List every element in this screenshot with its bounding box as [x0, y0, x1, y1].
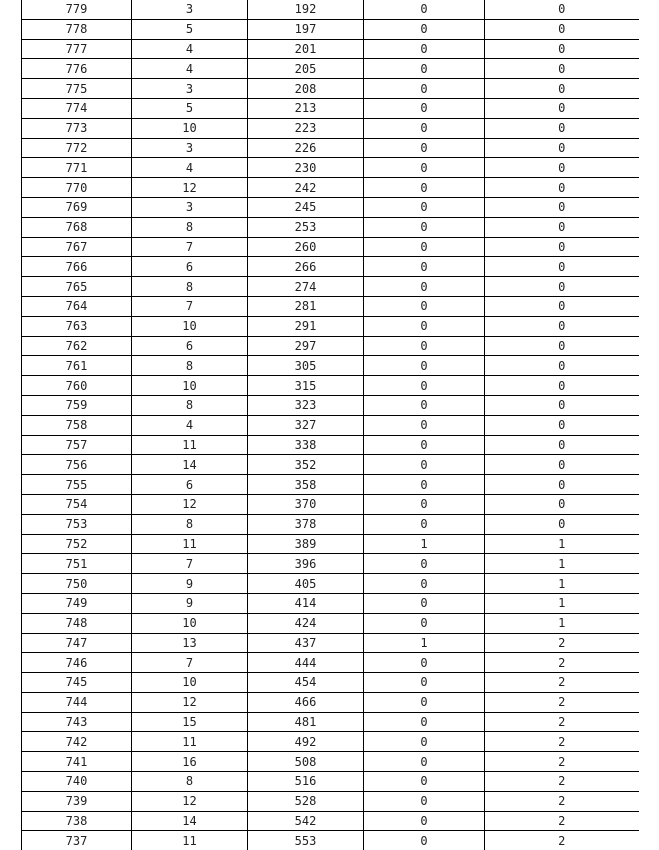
table-row: [22, 435, 639, 455]
table-cell-col-4: 0: [364, 613, 485, 633]
table-cell-col-3: 516: [248, 772, 364, 792]
table-cell-col-3: 553: [248, 831, 364, 850]
table-cell-col-4: 0: [364, 237, 485, 257]
table-cell-col-4: 0: [364, 277, 485, 297]
table-cell-col-2: 7: [132, 554, 248, 574]
table-cell-col-1: 776: [22, 59, 132, 79]
table-cell-col-2: 10: [132, 316, 248, 336]
table-cell-col-4: 0: [364, 435, 485, 455]
table-cell-col-5: 2: [485, 633, 639, 653]
table-cell-col-4: 0: [364, 772, 485, 792]
table-cell-col-4: 0: [364, 158, 485, 178]
table-cell-col-1: 740: [22, 772, 132, 792]
table-cell-col-4: 0: [364, 257, 485, 277]
table-cell-col-5: 2: [485, 831, 639, 850]
table-cell-col-3: 338: [248, 435, 364, 455]
table-cell-col-4: 0: [364, 732, 485, 752]
table-cell-col-1: 751: [22, 554, 132, 574]
table-cell-col-5: 2: [485, 732, 639, 752]
table-row: [22, 39, 639, 59]
table-cell-col-1: 779: [22, 0, 132, 19]
table-cell-col-3: 542: [248, 811, 364, 831]
table-cell-col-2: 3: [132, 197, 248, 217]
table-cell-col-2: 12: [132, 494, 248, 514]
table-cell-col-3: 454: [248, 673, 364, 693]
table-cell-col-2: 3: [132, 0, 248, 19]
table-cell-col-1: 754: [22, 494, 132, 514]
table-cell-col-5: 0: [485, 257, 639, 277]
table-cell-col-1: 775: [22, 79, 132, 99]
table-cell-col-5: 0: [485, 0, 639, 19]
table-cell-col-2: 10: [132, 613, 248, 633]
table-row: [22, 336, 639, 356]
table-cell-col-2: 8: [132, 772, 248, 792]
table-cell-col-2: 5: [132, 19, 248, 39]
table-cell-col-5: 1: [485, 534, 639, 554]
table-cell-col-2: 15: [132, 712, 248, 732]
table-cell-col-3: 352: [248, 455, 364, 475]
table-cell-col-3: 424: [248, 613, 364, 633]
table-row: [22, 494, 639, 514]
table-cell-col-3: 305: [248, 356, 364, 376]
table-cell-col-3: 226: [248, 138, 364, 158]
table-cell-col-4: 0: [364, 217, 485, 237]
table-cell-col-5: 0: [485, 316, 639, 336]
table-cell-col-4: 0: [364, 59, 485, 79]
table-cell-col-4: 0: [364, 316, 485, 336]
table-cell-col-4: 0: [364, 118, 485, 138]
table-cell-col-2: 5: [132, 98, 248, 118]
table-cell-col-2: 8: [132, 514, 248, 534]
table-cell-col-5: 0: [485, 455, 639, 475]
table-cell-col-5: 0: [485, 197, 639, 217]
table-cell-col-4: 0: [364, 98, 485, 118]
table-row: [22, 197, 639, 217]
table-cell-col-3: 396: [248, 554, 364, 574]
table-cell-col-3: 492: [248, 732, 364, 752]
table-cell-col-2: 14: [132, 811, 248, 831]
table-cell-col-4: 0: [364, 336, 485, 356]
table-cell-col-5: 0: [485, 435, 639, 455]
table-cell-col-4: 0: [364, 554, 485, 574]
table-cell-col-5: 0: [485, 158, 639, 178]
table-cell-col-2: 14: [132, 455, 248, 475]
table-row: [22, 79, 639, 99]
table-cell-col-2: 8: [132, 277, 248, 297]
table-cell-col-3: 444: [248, 653, 364, 673]
table-cell-col-4: 0: [364, 831, 485, 850]
table-cell-col-3: 291: [248, 316, 364, 336]
table-cell-col-1: 737: [22, 831, 132, 850]
table-cell-col-5: 0: [485, 217, 639, 237]
table-cell-col-5: 1: [485, 593, 639, 613]
table-cell-col-2: 11: [132, 435, 248, 455]
table-cell-col-5: 0: [485, 395, 639, 415]
table-cell-col-4: 0: [364, 574, 485, 594]
table-row: [22, 376, 639, 396]
table-cell-col-1: 738: [22, 811, 132, 831]
table-cell-col-5: 0: [485, 237, 639, 257]
table-cell-col-1: 752: [22, 534, 132, 554]
table-cell-col-1: 773: [22, 118, 132, 138]
table-cell-col-2: 8: [132, 217, 248, 237]
table-cell-col-1: 777: [22, 39, 132, 59]
table-cell-col-3: 315: [248, 376, 364, 396]
table-cell-col-4: 0: [364, 395, 485, 415]
table-cell-col-5: 1: [485, 554, 639, 574]
table-cell-col-1: 741: [22, 752, 132, 772]
table-cell-col-3: 414: [248, 593, 364, 613]
table-cell-col-1: 765: [22, 277, 132, 297]
table-cell-col-4: 0: [364, 752, 485, 772]
table-cell-col-3: 192: [248, 0, 364, 19]
table-cell-col-3: 205: [248, 59, 364, 79]
table-cell-col-3: 266: [248, 257, 364, 277]
table-cell-col-5: 0: [485, 336, 639, 356]
table-cell-col-2: 10: [132, 376, 248, 396]
table-row: [22, 791, 639, 811]
table-cell-col-5: 0: [485, 79, 639, 99]
table-cell-col-3: 201: [248, 39, 364, 59]
table-cell-col-4: 0: [364, 178, 485, 198]
table-cell-col-3: 358: [248, 475, 364, 495]
table-cell-col-3: 260: [248, 237, 364, 257]
table-cell-col-2: 11: [132, 534, 248, 554]
table-row: [22, 0, 639, 19]
table-row: [22, 59, 639, 79]
table-row: [22, 752, 639, 772]
table-row: [22, 574, 639, 594]
table-row: [22, 534, 639, 554]
table-cell-col-2: 4: [132, 39, 248, 59]
table-cell-col-4: 0: [364, 356, 485, 376]
table-row: [22, 554, 639, 574]
table-cell-col-2: 13: [132, 633, 248, 653]
table-cell-col-1: 745: [22, 673, 132, 693]
table-cell-col-5: 1: [485, 574, 639, 594]
table-cell-col-5: 0: [485, 494, 639, 514]
table-cell-col-1: 748: [22, 613, 132, 633]
table-cell-col-1: 750: [22, 574, 132, 594]
table-row: [22, 158, 639, 178]
table-cell-col-5: 2: [485, 772, 639, 792]
table-row: [22, 19, 639, 39]
table-cell-col-1: 768: [22, 217, 132, 237]
table-cell-col-2: 3: [132, 79, 248, 99]
table-cell-col-4: 0: [364, 692, 485, 712]
table-row: [22, 356, 639, 376]
table-cell-col-2: 6: [132, 475, 248, 495]
table-cell-col-3: 230: [248, 158, 364, 178]
table-cell-col-3: 208: [248, 79, 364, 99]
table-cell-col-2: 8: [132, 395, 248, 415]
table-cell-col-5: 2: [485, 692, 639, 712]
table-cell-col-4: 0: [364, 514, 485, 534]
table-row: [22, 772, 639, 792]
table-row: [22, 811, 639, 831]
table-cell-col-2: 16: [132, 752, 248, 772]
table-row: [22, 692, 639, 712]
table-cell-col-2: 12: [132, 791, 248, 811]
table-cell-col-3: 213: [248, 98, 364, 118]
table-cell-col-4: 0: [364, 79, 485, 99]
table-cell-col-5: 0: [485, 138, 639, 158]
table-cell-col-2: 9: [132, 574, 248, 594]
table-row: [22, 138, 639, 158]
table-cell-col-5: 0: [485, 98, 639, 118]
table-row: [22, 475, 639, 495]
table-row: [22, 316, 639, 336]
table-cell-col-4: 0: [364, 197, 485, 217]
table-cell-col-3: 281: [248, 296, 364, 316]
table-cell-col-3: 466: [248, 692, 364, 712]
table-cell-col-2: 11: [132, 831, 248, 850]
table-cell-col-5: 0: [485, 178, 639, 198]
table-row: [22, 237, 639, 257]
table-cell-col-1: 753: [22, 514, 132, 534]
table-cell-col-5: 0: [485, 39, 639, 59]
table-cell-col-1: 761: [22, 356, 132, 376]
table-cell-col-2: 9: [132, 593, 248, 613]
table-cell-col-2: 8: [132, 356, 248, 376]
table-cell-col-2: 4: [132, 59, 248, 79]
table-cell-col-4: 0: [364, 138, 485, 158]
table-cell-col-5: 0: [485, 475, 639, 495]
table-cell-col-1: 764: [22, 296, 132, 316]
table-cell-col-2: 10: [132, 118, 248, 138]
table-cell-col-1: 739: [22, 791, 132, 811]
table-cell-col-2: 11: [132, 732, 248, 752]
table-cell-col-3: 327: [248, 415, 364, 435]
table-cell-col-3: 274: [248, 277, 364, 297]
table-cell-col-1: 772: [22, 138, 132, 158]
table-row: [22, 633, 639, 653]
table-row: [22, 831, 639, 850]
table-cell-col-3: 481: [248, 712, 364, 732]
table-cell-col-3: 508: [248, 752, 364, 772]
table-cell-col-4: 0: [364, 19, 485, 39]
table-row: [22, 98, 639, 118]
table-cell-col-1: 747: [22, 633, 132, 653]
table-cell-col-2: 6: [132, 257, 248, 277]
table-cell-col-4: 0: [364, 376, 485, 396]
score-table: [21, 0, 639, 850]
table-cell-col-1: 742: [22, 732, 132, 752]
table-cell-col-1: 758: [22, 415, 132, 435]
table-row: [22, 732, 639, 752]
table-cell-col-3: 405: [248, 574, 364, 594]
table-cell-col-5: 2: [485, 673, 639, 693]
table-cell-col-4: 0: [364, 673, 485, 693]
table-cell-col-3: 370: [248, 494, 364, 514]
table-cell-col-4: 0: [364, 791, 485, 811]
table-cell-col-4: 0: [364, 653, 485, 673]
table-cell-col-1: 771: [22, 158, 132, 178]
table-cell-col-2: 7: [132, 296, 248, 316]
table-row: [22, 277, 639, 297]
table-cell-col-3: 437: [248, 633, 364, 653]
table-cell-col-4: 1: [364, 633, 485, 653]
table-cell-col-3: 223: [248, 118, 364, 138]
table-cell-col-1: 746: [22, 653, 132, 673]
table-row: [22, 257, 639, 277]
table-cell-col-2: 10: [132, 673, 248, 693]
table-cell-col-4: 0: [364, 494, 485, 514]
table-cell-col-2: 4: [132, 158, 248, 178]
table-cell-col-5: 0: [485, 118, 639, 138]
table-cell-col-2: 7: [132, 237, 248, 257]
table-cell-col-1: 759: [22, 395, 132, 415]
table-cell-col-4: 1: [364, 534, 485, 554]
table-cell-col-2: 3: [132, 138, 248, 158]
table-cell-col-4: 0: [364, 811, 485, 831]
table-cell-col-5: 0: [485, 415, 639, 435]
table-cell-col-1: 778: [22, 19, 132, 39]
table-cell-col-5: 2: [485, 791, 639, 811]
table-cell-col-4: 0: [364, 712, 485, 732]
table-cell-col-1: 770: [22, 178, 132, 198]
table-body: [22, 0, 639, 850]
table-cell-col-5: 0: [485, 376, 639, 396]
table-cell-col-1: 755: [22, 475, 132, 495]
table-cell-col-3: 323: [248, 395, 364, 415]
table-cell-col-2: 12: [132, 178, 248, 198]
table-cell-col-1: 743: [22, 712, 132, 732]
table-row: [22, 653, 639, 673]
table-cell-col-3: 297: [248, 336, 364, 356]
table-cell-col-5: 2: [485, 811, 639, 831]
table-cell-col-3: 528: [248, 791, 364, 811]
table-cell-col-4: 0: [364, 0, 485, 19]
table-row: [22, 415, 639, 435]
table-cell-col-1: 749: [22, 593, 132, 613]
table-row: [22, 296, 639, 316]
table-cell-col-1: 756: [22, 455, 132, 475]
table-cell-col-5: 2: [485, 752, 639, 772]
table-cell-col-2: 7: [132, 653, 248, 673]
table-cell-col-1: 769: [22, 197, 132, 217]
table-cell-col-5: 2: [485, 712, 639, 732]
table-row: [22, 395, 639, 415]
table-cell-col-1: 767: [22, 237, 132, 257]
table-cell-col-3: 197: [248, 19, 364, 39]
table-row: [22, 593, 639, 613]
table-cell-col-3: 245: [248, 197, 364, 217]
table-cell-col-3: 253: [248, 217, 364, 237]
table-cell-col-5: 0: [485, 19, 639, 39]
table-cell-col-4: 0: [364, 39, 485, 59]
table-cell-col-4: 0: [364, 475, 485, 495]
table-cell-col-3: 378: [248, 514, 364, 534]
table-cell-col-5: 0: [485, 356, 639, 376]
table-cell-col-5: 2: [485, 653, 639, 673]
table-cell-col-1: 762: [22, 336, 132, 356]
table-cell-col-2: 12: [132, 692, 248, 712]
table-cell-col-5: 0: [485, 277, 639, 297]
table-cell-col-1: 757: [22, 435, 132, 455]
table-cell-col-4: 0: [364, 296, 485, 316]
table-cell-col-2: 6: [132, 336, 248, 356]
table-cell-col-4: 0: [364, 593, 485, 613]
table-row: [22, 712, 639, 732]
table-cell-col-4: 0: [364, 455, 485, 475]
table-row: [22, 673, 639, 693]
table-cell-col-1: 760: [22, 376, 132, 396]
table-row: [22, 178, 639, 198]
table-row: [22, 118, 639, 138]
table-cell-col-1: 766: [22, 257, 132, 277]
table-cell-col-1: 744: [22, 692, 132, 712]
table-cell-col-5: 0: [485, 514, 639, 534]
table-row: [22, 455, 639, 475]
table-cell-col-5: 0: [485, 296, 639, 316]
table-cell-col-5: 0: [485, 59, 639, 79]
table-row: [22, 217, 639, 237]
table-cell-col-5: 1: [485, 613, 639, 633]
table-cell-col-1: 763: [22, 316, 132, 336]
table-row: [22, 514, 639, 534]
table-cell-col-3: 242: [248, 178, 364, 198]
table-cell-col-3: 389: [248, 534, 364, 554]
table-cell-col-1: 774: [22, 98, 132, 118]
table-row: [22, 613, 639, 633]
table-cell-col-4: 0: [364, 415, 485, 435]
table-cell-col-2: 4: [132, 415, 248, 435]
